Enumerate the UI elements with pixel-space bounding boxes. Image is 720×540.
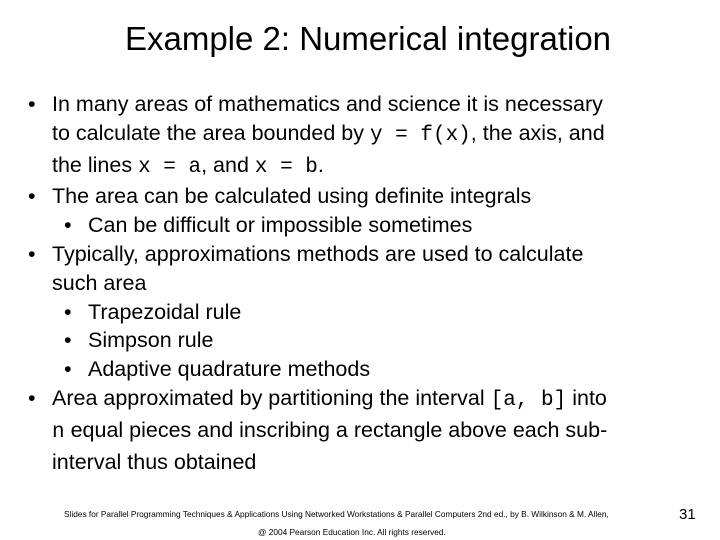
bullet-3-line-2 — [0, 269, 720, 298]
sub-bullet-dot-icon: • — [64, 299, 72, 324]
bullet-4-text-3: interval thus obtained — [52, 449, 257, 474]
bullet-1-text-3: the lines — [52, 152, 139, 177]
bullet-1-text-2: to calculate the area bounded by — [52, 120, 370, 145]
bullet-3-sub-3-text: Adaptive quadrature methods — [88, 357, 371, 382]
bullet-1-line-1 — [0, 90, 720, 119]
bullet-4-text-2: equal pieces and inscribing a rectangle above each sub- — [64, 417, 608, 442]
footer-credit: Slides for Parallel Programming Techniques & Applications Using Networked Workstations & Parallel Computers 2nd ed., by B. Wilkinson & M. Allen, — [64, 509, 609, 519]
footer-copyright: @ 2004 Pearson Education Inc. All rights reserved. — [258, 527, 446, 537]
bullet-3-sub-2-text: Simpson rule — [88, 328, 214, 353]
bullet-2-line-1 — [0, 182, 720, 211]
bullet-dot-icon: • — [28, 184, 36, 209]
code-x-equals-b: x = b — [254, 155, 318, 179]
bullet-3-sub-3 — [0, 355, 720, 384]
bullet-dot-icon: • — [28, 385, 36, 410]
bullet-1-text-2-tail: , the axis, and — [470, 120, 605, 145]
bullet-dot-icon: • — [28, 92, 36, 116]
code-n: n — [52, 420, 65, 444]
bullet-dot-icon: • — [28, 241, 36, 266]
bullet-4-text-tail: into — [566, 385, 607, 410]
bullet-3-sub-1-text: Trapezoidal rule — [88, 299, 242, 324]
bullet-1-text-3-tail: . — [317, 152, 324, 177]
code-x-equals-a: x = a — [138, 155, 202, 179]
bullet-1-text: In many areas of mathematics and science it is necessary — [52, 92, 603, 116]
code-y-equals-fx: y = f(x) — [369, 123, 471, 147]
bullet-list — [0, 90, 720, 476]
bullet-3-text-2: such area — [52, 270, 147, 295]
code-interval-a-b: [a, b] — [490, 388, 567, 412]
bullet-3-sub-1 — [0, 298, 720, 327]
bullet-4-text: Area approximated by partitioning the interval — [52, 385, 491, 410]
bullet-1-line-2 — [0, 119, 720, 151]
page-number: 31 — [679, 506, 696, 523]
bullet-2-sub-1 — [0, 211, 720, 240]
bullet-4-line-3 — [0, 448, 720, 477]
bullet-1-line-3 — [0, 151, 720, 183]
bullet-4-line-2 — [0, 416, 720, 448]
bullet-1-text-3-mid: , and — [201, 152, 255, 177]
bullet-4-line-1 — [0, 384, 720, 416]
sub-bullet-dot-icon: • — [64, 328, 72, 353]
sub-bullet-dot-icon: • — [64, 357, 72, 382]
bullet-3-sub-2 — [0, 326, 720, 355]
bullet-2-sub-1-text: Can be difficult or impossible sometimes — [88, 213, 473, 238]
slide-title: Example 2: Numerical integration — [124, 20, 612, 57]
bullet-2-text: The area can be calculated using definite integrals — [52, 184, 532, 209]
sub-bullet-dot-icon: • — [64, 213, 72, 238]
bullet-3-text: Typically, approximations methods are used to calculate — [52, 241, 584, 266]
bullet-3-line-1 — [0, 240, 720, 269]
